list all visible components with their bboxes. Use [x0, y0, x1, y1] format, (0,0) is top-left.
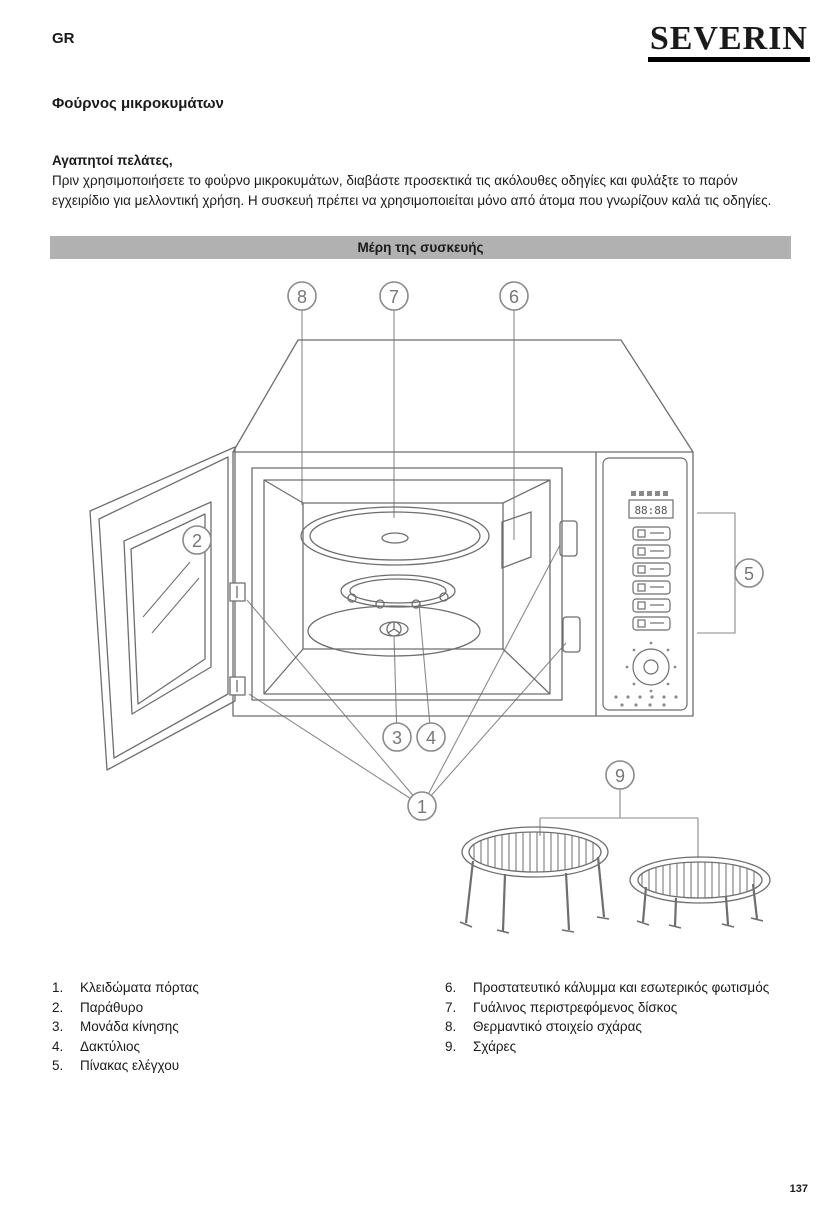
language-code: GR [52, 30, 75, 47]
part-number: 9. [445, 1038, 457, 1054]
part-number: 4. [52, 1038, 64, 1054]
brand-logo: SEVERIN [648, 22, 810, 62]
callout-2 [183, 526, 211, 554]
part-label: Μονάδα κίνησης [80, 1019, 179, 1034]
section-header: Μέρη της συσκευής [50, 236, 791, 259]
roller-ring [341, 575, 455, 608]
door-inner-frame [99, 457, 228, 758]
callout-2-label: 2 [191, 531, 203, 551]
list-item [52, 978, 422, 998]
callout-5 [735, 559, 763, 587]
page-title: Φούρνος μικροκυμάτων [52, 95, 224, 112]
turntable-parts [301, 507, 489, 656]
list-item [52, 1037, 422, 1057]
part-number: 1. [52, 980, 64, 995]
part-label: Δακτύλιος [80, 1038, 141, 1054]
rack-short [630, 857, 770, 928]
display-text: 88:88 [634, 504, 668, 517]
display-icons [631, 491, 668, 496]
callout-8-label: 8 [296, 287, 308, 307]
part-label: Κλειδώματα πόρτας [80, 980, 199, 995]
callout-7-label: 7 [388, 287, 400, 307]
part-label: Πίνακας ελέγχου [80, 1058, 180, 1073]
callout-4-label: 4 [425, 728, 437, 748]
cavity-back-wall [303, 503, 503, 649]
part-number: 8. [445, 1019, 457, 1034]
list-item [445, 1017, 805, 1037]
callout-1-label: 1 [416, 797, 428, 817]
callout-5-label: 5 [743, 564, 755, 584]
intro-paragraph: Πριν χρησιμοποιήσετε το φούρνο μικροκυμάτων, διαβάστε προσεκτικά τις ακόλουθες οδηγίες και φυλάξτε το παρόν εγχειρίδιο για μελλοντική χρήση. Η συσκευή πρέπει να χρησιμοποιείται μόνο από άτομα που γνωρίζουν καλά τις οδηγίες. [52, 173, 772, 209]
window-shine [143, 562, 199, 633]
part-label: Προστατευτικό κάλυμμα και εσωτερικός φωτισμός [473, 980, 770, 995]
part-number: 6. [445, 980, 457, 995]
part-label: Θερμαντικό στοιχείο σχάρας [473, 1019, 642, 1034]
rack-tall [460, 827, 609, 933]
callout-6 [500, 282, 528, 310]
salutation: Αγαπητοί πελάτες, [52, 153, 173, 168]
callout-3-label: 3 [391, 728, 403, 748]
callout-1 [408, 792, 436, 820]
rack-tall-legs [466, 857, 604, 931]
callout-6-label: 6 [508, 287, 520, 307]
list-item [52, 1017, 422, 1037]
callout-7 [380, 282, 408, 310]
list-item [445, 978, 805, 998]
parts-list-left [52, 978, 422, 1076]
list-item [445, 1037, 805, 1057]
control-dial [626, 642, 677, 693]
panel-bottom-icons [614, 695, 677, 706]
oven-door [90, 447, 245, 770]
part-number: 3. [52, 1019, 64, 1034]
list-item [52, 998, 422, 1018]
list-item [52, 1056, 422, 1076]
page-number: 137 [789, 1183, 808, 1195]
part-label: Γυάλινος περιστρεφόμενος δίσκος [473, 999, 678, 1015]
leader-lines [247, 296, 749, 858]
callout-4 [417, 723, 445, 751]
part-number: 7. [445, 999, 457, 1015]
latch-slot-bottom [563, 617, 580, 652]
callout-9-label: 9 [614, 766, 626, 786]
control-buttons [633, 527, 670, 630]
parts-diagram [0, 270, 839, 970]
part-label: Σχάρες [473, 1038, 517, 1054]
glass-turntable [301, 507, 489, 565]
callouts [183, 282, 763, 820]
waveguide-cover [502, 512, 531, 568]
control-panel [603, 458, 687, 710]
parts-list-right [445, 978, 805, 1056]
callout-8 [288, 282, 316, 310]
part-number: 5. [52, 1058, 64, 1073]
list-item [445, 998, 805, 1018]
callout-3 [383, 723, 411, 751]
part-label: Παράθυρο [80, 999, 144, 1015]
part-number: 2. [52, 999, 64, 1015]
grill-racks [460, 827, 770, 933]
callout-9 [606, 761, 634, 789]
